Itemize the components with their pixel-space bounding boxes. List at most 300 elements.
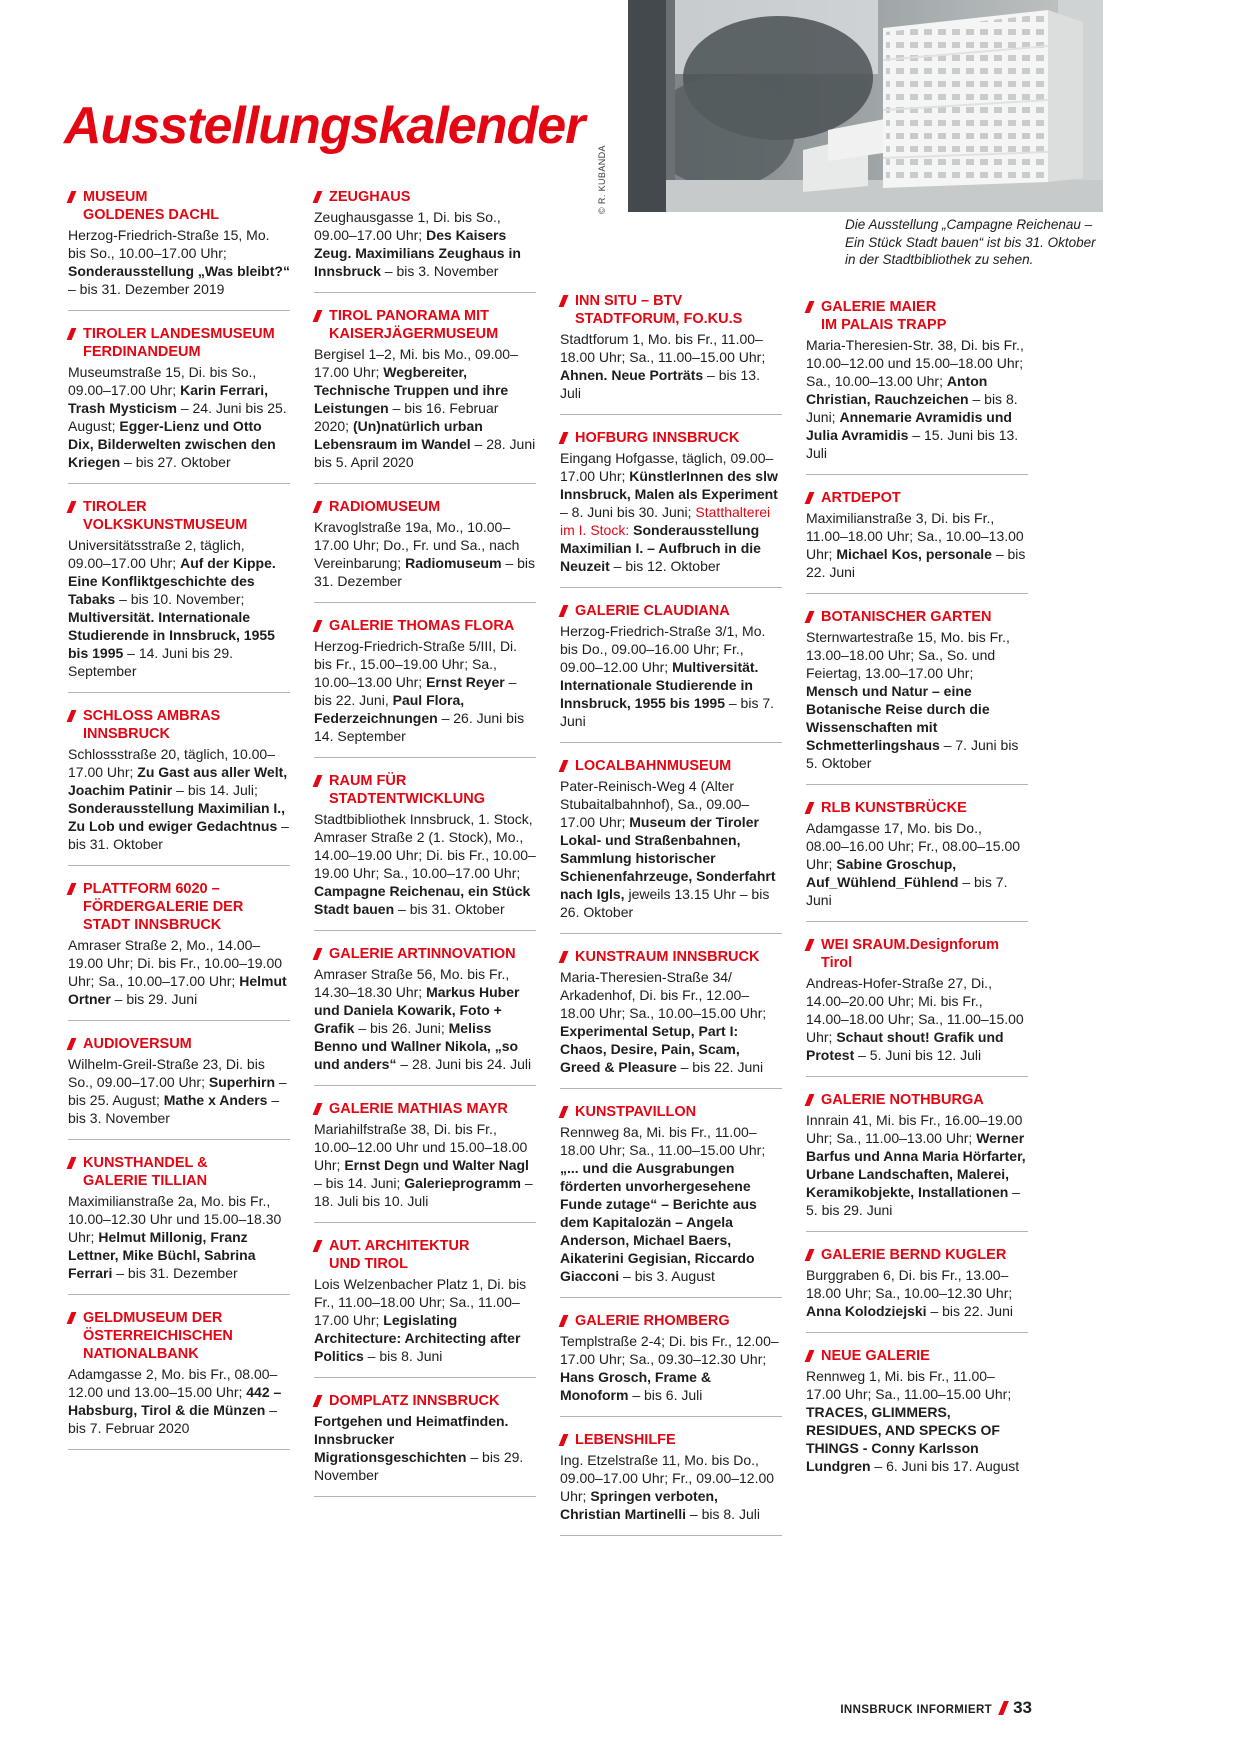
exhibition-entry bbox=[314, 498, 536, 590]
venue-heading-line: GALERIE RHOMBERG bbox=[575, 1313, 730, 1329]
venue-heading-line: GALERIE NOTHBURGA bbox=[821, 1092, 984, 1108]
entry-details bbox=[560, 968, 782, 1076]
exhibition-name: Radiomuseum bbox=[405, 555, 502, 571]
entry-details bbox=[806, 336, 1028, 462]
entry-divider bbox=[68, 692, 290, 693]
venue-info: Eingang Hofgasse, täglich, 09.00–17.00 Uhr; bbox=[560, 450, 774, 484]
entry-divider bbox=[806, 921, 1028, 922]
exhibition-name: Des Kaisers Zeug. Maximilians Zeughaus in Innsbruck bbox=[314, 227, 521, 279]
slash-icon bbox=[313, 1240, 322, 1252]
venue-heading bbox=[560, 757, 782, 775]
venue-heading-line: INNSBRUCK bbox=[83, 726, 170, 742]
entry-details bbox=[314, 1120, 536, 1210]
page-footer bbox=[560, 1698, 1032, 1718]
exhibition-name: Schaut shout! Grafik und Protest bbox=[806, 1029, 1004, 1063]
venue-info: – bis 31. Dezember bbox=[314, 555, 536, 589]
slash-icon bbox=[313, 1395, 322, 1407]
architectural-model-illustration bbox=[628, 0, 1103, 212]
entry-divider bbox=[68, 483, 290, 484]
slash-icon bbox=[313, 620, 322, 632]
slash-icon bbox=[805, 802, 814, 814]
entry-divider bbox=[68, 1020, 290, 1021]
page-title: Ausstellungskalender bbox=[64, 97, 585, 155]
exhibition-name: Multiversität. Internationale Studierende in Innsbruck, 1955 bis 1995 bbox=[560, 659, 759, 711]
venue-heading bbox=[806, 489, 1028, 507]
exhibition-name: Anna Kolodziejski bbox=[806, 1303, 927, 1319]
exhibition-entry bbox=[806, 1246, 1028, 1320]
venue-info: jeweils 13.15 Uhr – bis 26. Oktober bbox=[560, 886, 770, 920]
exhibition-entry bbox=[560, 292, 782, 402]
venue-heading-line: KUNSTPAVILLON bbox=[575, 1104, 697, 1120]
venue-info: – 28. Juni bis 5. April 2020 bbox=[314, 436, 536, 470]
slash-icon bbox=[313, 501, 322, 513]
venue-info: – bis 26. Juni; bbox=[354, 1020, 449, 1036]
article-photo bbox=[628, 0, 1103, 212]
venue-info: – bis 12. Oktober bbox=[609, 558, 721, 574]
venue-info: – bis 8. Juli bbox=[686, 1506, 760, 1522]
venue-heading-line: KAISERJÄGERMUSEUM bbox=[329, 326, 499, 342]
venue-info: Universitätsstraße 2, täglich, 09.00–17.00 Uhr; bbox=[68, 537, 245, 571]
venue-info: Adamgasse 2, Mo. bis Fr., 08.00–12.00 und 13.00–15.00 Uhr; bbox=[68, 1366, 278, 1400]
venue-heading-line: LEBENSHILFE bbox=[575, 1432, 676, 1448]
slash-icon bbox=[313, 948, 322, 960]
exhibition-entry bbox=[68, 880, 290, 1008]
exhibition-name: Egger-Lienz und Otto Dix, Bilderwelten zwischen den Kriegen bbox=[68, 418, 276, 470]
venue-info: – 18. Juli bis 10. Juli bbox=[314, 1175, 533, 1209]
slash-icon bbox=[805, 1094, 814, 1106]
entry-divider bbox=[314, 602, 536, 603]
exhibition-entry bbox=[314, 1100, 536, 1210]
exhibition-entry bbox=[68, 498, 290, 680]
venue-heading-line: AUDIOVERSUM bbox=[83, 1036, 192, 1052]
entry-details bbox=[806, 1367, 1028, 1475]
venue-info: – bis 31. Oktober bbox=[68, 818, 289, 852]
entry-divider bbox=[314, 930, 536, 931]
entry-details bbox=[68, 936, 290, 1008]
entry-details bbox=[68, 226, 290, 298]
slash-icon bbox=[313, 1103, 322, 1115]
entry-divider bbox=[68, 1139, 290, 1140]
exhibition-name: 442 – Habsburg, Tirol & die Münzen bbox=[68, 1384, 282, 1418]
slash-icon bbox=[559, 1434, 568, 1446]
venue-info: – bis 8. Juni; bbox=[806, 391, 1018, 425]
exhibition-entry bbox=[68, 1154, 290, 1282]
venue-heading bbox=[806, 608, 1028, 626]
exhibition-entry bbox=[68, 1035, 290, 1127]
entry-details bbox=[806, 1266, 1028, 1320]
venue-heading-line: GALERIE CLAUDIANA bbox=[575, 603, 730, 619]
exhibition-name: TRACES, GLIMMERS, RESIDUES, AND SPECKS OF THINGS - Conny Karlsson Lundgren bbox=[806, 1404, 1000, 1474]
exhibition-name: Michael Kos, personale bbox=[836, 546, 992, 562]
page-number: 33 bbox=[1013, 1698, 1032, 1717]
entry-divider bbox=[560, 1535, 782, 1536]
venue-heading bbox=[560, 1431, 782, 1449]
entry-details bbox=[314, 810, 536, 918]
venue-heading-line: DOMPLATZ INNSBRUCK bbox=[329, 1393, 500, 1409]
exhibition-entry bbox=[68, 188, 290, 298]
slash-icon bbox=[805, 1350, 814, 1362]
venue-heading-line: STADT INNSBRUCK bbox=[83, 917, 222, 933]
slash-icon bbox=[67, 883, 76, 895]
venue-info: Herzog-Friedrich-Straße 5/III, Di. bis Fr., 15.00–19.00 Uhr; Sa., 10.00–13.00 Uhr; bbox=[314, 638, 518, 690]
exhibition-name: KünstlerInnen des slw Innsbruck, Malen als Experiment bbox=[560, 468, 778, 502]
entry-details bbox=[68, 745, 290, 853]
venue-info: – bis 8. Juni bbox=[363, 1348, 443, 1364]
exhibition-name: Zu Gast aus aller Welt, Joachim Patinir bbox=[68, 764, 288, 798]
venue-heading-line: LOCALBAHNMUSEUM bbox=[575, 758, 732, 774]
entry-details bbox=[314, 637, 536, 745]
column-2 bbox=[314, 188, 536, 1511]
exhibition-name: Karin Ferrari, Trash Mysticism bbox=[68, 382, 269, 416]
entry-details bbox=[806, 509, 1028, 581]
exhibition-entry bbox=[314, 772, 536, 918]
entry-divider bbox=[806, 1231, 1028, 1232]
venue-heading-line: TIROLER bbox=[83, 499, 147, 515]
venue-heading-line: IM PALAIS TRAPP bbox=[821, 317, 947, 333]
entry-details bbox=[68, 1055, 290, 1127]
slash-icon bbox=[559, 1315, 568, 1327]
venue-heading-line: WEI SRAUM.Designforum bbox=[821, 937, 1000, 953]
venue-info: – bis 3. August bbox=[619, 1268, 715, 1284]
slash-icon bbox=[805, 611, 814, 623]
exhibition-entry bbox=[560, 1103, 782, 1285]
venue-heading bbox=[806, 298, 1028, 334]
venue-heading-line: KUNSTRAUM INNSBRUCK bbox=[575, 949, 760, 965]
exhibition-name: Ahnen. Neue Porträts bbox=[560, 367, 704, 383]
venue-heading bbox=[560, 292, 782, 328]
exhibition-name: Anton Christian, Rauchzeichen bbox=[806, 373, 988, 407]
venue-heading-line: HOFBURG INNSBRUCK bbox=[575, 430, 740, 446]
venue-heading-line: GELDMUSEUM DER bbox=[83, 1310, 223, 1326]
exhibition-entry bbox=[560, 1431, 782, 1523]
slash-icon bbox=[313, 191, 322, 203]
venue-heading bbox=[806, 799, 1028, 817]
exhibition-entry bbox=[314, 1237, 536, 1365]
entry-divider bbox=[314, 1377, 536, 1378]
exhibition-name: Meliss Benno und Wallner Nikola, „so und anders“ bbox=[314, 1020, 519, 1072]
entry-details bbox=[560, 1332, 782, 1404]
venue-info: – bis 7. Juni bbox=[806, 874, 1008, 908]
venue-info: – bis 31. Dezember 2019 bbox=[68, 281, 225, 297]
venue-info: Schlossstraße 20, täglich, 10.00–17.00 Uhr; bbox=[68, 746, 276, 780]
venue-info: – 14. Juni bis 29. September bbox=[68, 645, 234, 679]
venue-heading bbox=[314, 1100, 536, 1118]
entry-divider bbox=[560, 1416, 782, 1417]
venue-heading bbox=[68, 188, 290, 224]
exhibition-entry bbox=[314, 307, 536, 471]
venue-heading-line: GALERIE MATHIAS MAYR bbox=[329, 1101, 508, 1117]
exhibition-entry bbox=[806, 489, 1028, 581]
venue-info: – 24. Juni bis 25. August; bbox=[68, 400, 287, 434]
venue-heading-line: BOTANISCHER GARTEN bbox=[821, 609, 992, 625]
venue-info: Sternwartestraße 15, Mo. bis Fr., 13.00–18.00 Uhr; Sa., So. und Feiertag, 13.00–17.00 Uhr; bbox=[806, 629, 1010, 681]
venue-info: Adamgasse 17, Mo. bis Do., 08.00–16.00 Uhr; Fr., 08.00–15.00 Uhr; bbox=[806, 820, 1021, 872]
exhibition-name: Multiversität. Internationale Studierende in Innsbruck, 1955 bis 1995 bbox=[68, 609, 275, 661]
venue-info: – bis 6. Juli bbox=[628, 1387, 703, 1403]
venue-info: – bis 14. Juni; bbox=[314, 1175, 405, 1191]
exhibition-name: Springen verboten, Christian Martinelli bbox=[560, 1488, 718, 1522]
exhibition-entry bbox=[68, 1309, 290, 1437]
venue-heading-line: ARTDEPOT bbox=[821, 490, 901, 506]
venue-heading-line: ÖSTERREICHISCHEN bbox=[83, 1328, 233, 1344]
venue-info: – 5. bis 29. Juni bbox=[806, 1184, 1020, 1218]
exhibition-entry bbox=[806, 936, 1028, 1064]
venue-info: Andreas-Hofer-Straße 27, Di., 14.00–20.00 Uhr; Mi. bis Fr., 14.00–18.00 Uhr; Sa., 11.00–15.00 Uhr; bbox=[806, 975, 1024, 1045]
venue-info: Mariahilfstraße 38, Di. bis Fr., 10.00–12.00 Uhr und 15.00–18.00 Uhr; bbox=[314, 1121, 528, 1173]
slash-icon bbox=[559, 295, 568, 307]
photo-caption: Die Ausstellung „Campagne Reichenau – Ein Stück Stadt bauen“ ist bis 31. Oktober in der Stadtbibliothek zu sehen. bbox=[845, 217, 1096, 267]
slash-icon bbox=[313, 310, 322, 322]
entry-divider bbox=[68, 1294, 290, 1295]
venue-info: – bis 22. Juni bbox=[926, 1303, 1013, 1319]
exhibition-name: Sonderausstellung Maximilian I. – Aufbruch in die Neuzeit bbox=[560, 522, 761, 574]
entry-details bbox=[560, 449, 782, 575]
entry-divider bbox=[68, 1449, 290, 1450]
exhibition-entry bbox=[560, 602, 782, 730]
entry-details bbox=[68, 1365, 290, 1437]
slash-icon bbox=[67, 1312, 76, 1324]
column-3 bbox=[560, 292, 782, 1550]
slash-icon bbox=[805, 492, 814, 504]
venue-info: – bis 16. Februar 2020; bbox=[314, 400, 499, 434]
slash-icon bbox=[559, 605, 568, 617]
slash-icon bbox=[67, 1038, 76, 1050]
venue-info: Maximilianstraße 2a, Mo. bis Fr., 10.00–12.30 Uhr und 15.00–18.30 Uhr; bbox=[68, 1193, 282, 1245]
venue-info: Templstraße 2-4; Di. bis Fr., 12.00–17.00 Uhr; Sa., 09.30–12.30 Uhr; bbox=[560, 1333, 779, 1367]
exhibition-entry bbox=[806, 298, 1028, 462]
venue-heading bbox=[314, 772, 536, 808]
exhibition-name: Helmut Ortner bbox=[68, 973, 287, 1007]
venue-heading-line: AUT. ARCHITEKTUR bbox=[329, 1238, 470, 1254]
venue-info: Stadtforum 1, Mo. bis Fr., 11.00–18.00 Uhr; Sa., 11.00–15.00 Uhr; bbox=[560, 331, 766, 365]
exhibition-entry bbox=[560, 948, 782, 1076]
entry-divider bbox=[314, 1222, 536, 1223]
venue-info: – bis 31. Dezember bbox=[112, 1265, 238, 1281]
exhibition-name: Superhirn bbox=[208, 1074, 275, 1090]
venue-heading bbox=[806, 1347, 1028, 1365]
venue-heading bbox=[314, 617, 536, 635]
venue-heading-line: KUNSTHANDEL & bbox=[83, 1155, 208, 1171]
entry-divider bbox=[806, 1076, 1028, 1077]
entry-divider bbox=[314, 1496, 536, 1497]
venue-heading-line: GALERIE ARTINNOVATION bbox=[329, 946, 516, 962]
venue-info: – 5. Juni bis 12. Juli bbox=[854, 1047, 982, 1063]
entry-details bbox=[314, 345, 536, 471]
exhibition-name: Wegbereiter, Technische Truppen und ihre Leistungen bbox=[314, 364, 509, 416]
venue-info: – bis 22. Juni bbox=[806, 546, 1026, 580]
venue-info: Pater-Reinisch-Weg 4 (Alter Stubaitalbahnhof), Sa., 09.00–17.00 Uhr; bbox=[560, 778, 750, 830]
venue-info: – bis 25. August; bbox=[68, 1074, 287, 1108]
venue-info: – 26. Juni bis 14. September bbox=[314, 710, 525, 744]
slash-icon bbox=[67, 501, 76, 513]
venue-info: Rennweg 1, Mi. bis Fr., 11.00–17.00 Uhr; Sa., 11.00–15.00 Uhr; bbox=[806, 1368, 1012, 1402]
venue-heading bbox=[806, 936, 1028, 972]
venue-info: Amraser Straße 2, Mo., 14.00–19.00 Uhr; Di. bis Fr., 10.00–19.00 Uhr; Sa., 10.00–17.00 Uhr; bbox=[68, 937, 283, 989]
exhibition-name: Markus Huber und Daniela Kowarik, Foto + Grafik bbox=[314, 984, 520, 1036]
venue-info: – 7. Juni bis 5. Oktober bbox=[806, 737, 1019, 771]
venue-heading bbox=[68, 498, 290, 534]
entry-details bbox=[68, 536, 290, 680]
venue-info: – bis 10. November; bbox=[115, 591, 245, 607]
entry-details bbox=[314, 965, 536, 1073]
exhibition-entry bbox=[314, 1392, 536, 1484]
venue-heading bbox=[314, 945, 536, 963]
venue-info: Herzog-Friedrich-Straße 3/1, Mo. bis Do., 09.00–16.00 Uhr; Fr., 09.00–12.00 Uhr; bbox=[560, 623, 766, 675]
exhibition-entry bbox=[314, 945, 536, 1073]
slash-icon bbox=[67, 191, 76, 203]
entry-details bbox=[560, 1451, 782, 1523]
slash-icon bbox=[805, 301, 814, 313]
exhibition-entry bbox=[806, 1347, 1028, 1475]
venue-heading-line: ZEUGHAUS bbox=[329, 189, 411, 205]
exhibition-name: Helmut Millonig, Franz Lettner, Mike Büchl, Sabrina Ferrari bbox=[68, 1229, 256, 1281]
venue-heading bbox=[560, 1103, 782, 1121]
venue-info: – bis 7. Februar 2020 bbox=[68, 1402, 277, 1436]
exhibition-name: Campagne Reichenau, ein Stück Stadt bauen bbox=[314, 883, 531, 917]
venue-heading-line: NATIONALBANK bbox=[83, 1346, 199, 1362]
venue-heading-line: GALERIE THOMAS FLORA bbox=[329, 618, 515, 634]
entry-details bbox=[560, 1123, 782, 1285]
venue-info: – bis 29. Juni bbox=[110, 991, 198, 1007]
exhibition-entry bbox=[314, 617, 536, 745]
exhibition-name: (Un)natürlich urban Lebensraum im Wandel bbox=[314, 418, 483, 452]
venue-heading bbox=[68, 325, 290, 361]
venue-heading-line: PLATTFORM 6020 – bbox=[83, 881, 220, 897]
venue-info: Maria-Theresien-Straße 34/ Arkadenhof, Di. bis Fr., 12.00–18.00 Uhr; Sa., 10.00–15.00 Uhr; bbox=[560, 969, 767, 1021]
venue-info: Maria-Theresien-Str. 38, Di. bis Fr., 10.00–12.00 und 15.00–18.00 Uhr; Sa., 10.00–13.00 Uhr; bbox=[806, 337, 1024, 389]
venue-heading bbox=[314, 1392, 536, 1410]
exhibition-entry bbox=[806, 799, 1028, 909]
venue-info: Stadtbibliothek Innsbruck, 1. Stock, Amraser Straße 2 (1. Stock), Mo., 14.00–19.00 Uhr; Di. bis Fr., 10.00–19.00 Uhr; Sa., 10.00–17.00 Uhr; bbox=[314, 811, 536, 881]
venue-info: Herzog-Friedrich-Straße 15, Mo. bis So., 10.00–17.00 Uhr; bbox=[68, 227, 270, 261]
venue-heading-line: MUSEUM bbox=[83, 189, 148, 205]
column-4 bbox=[806, 298, 1028, 1475]
slash-icon bbox=[67, 1157, 76, 1169]
entry-divider bbox=[560, 414, 782, 415]
exhibition-name: Mathe x Anders bbox=[163, 1092, 268, 1108]
venue-heading bbox=[560, 602, 782, 620]
venue-heading-line: GALERIE TILLIAN bbox=[83, 1173, 208, 1189]
exhibition-name: Legislating Architecture: Architecting after Politics bbox=[314, 1312, 521, 1364]
venue-heading bbox=[314, 188, 536, 206]
exhibition-name: Fortgehen und Heimatfinden. Innsbrucker Migrationsgeschichten bbox=[314, 1413, 509, 1465]
venue-heading-line: RADIOMUSEUM bbox=[329, 499, 441, 515]
venue-info: – bis 31. Oktober bbox=[394, 901, 505, 917]
venue-heading-line: TIROL PANORAMA MIT bbox=[329, 308, 490, 324]
venue-info: Innrain 41, Mi. bis Fr., 16.00–19.00 Uhr; Sa., 11.00–13.00 Uhr; bbox=[806, 1112, 1023, 1146]
venue-heading-line: GALERIE BERND KUGLER bbox=[821, 1247, 1007, 1263]
venue-heading bbox=[806, 1091, 1028, 1109]
exhibition-name: Museum der Tiroler Lokal- und Straßenbahnen, Sammlung historischer Schienenfahrzeuge, Sonderfahrt nach Igls, bbox=[560, 814, 776, 902]
magazine-name: INNSBRUCK INFORMIERT bbox=[840, 1704, 993, 1716]
exhibition-entry bbox=[806, 1091, 1028, 1219]
venue-info: – bis 3. November bbox=[68, 1092, 280, 1126]
venue-info: Rennweg 8a, Mi. bis Fr., 11.00–18.00 Uhr; Sa., 11.00–15.00 Uhr; bbox=[560, 1124, 766, 1158]
entry-divider bbox=[314, 757, 536, 758]
venue-heading-line: TIROLER LANDESMUSEUM bbox=[83, 326, 275, 342]
venue-heading bbox=[68, 707, 290, 743]
entry-divider bbox=[560, 1297, 782, 1298]
exhibition-entry bbox=[560, 1312, 782, 1404]
exhibition-name: Mensch und Natur – eine Botanische Reise durch die Wissenschaften mit Schmetterlingshaus bbox=[806, 683, 990, 753]
exhibition-name: Werner Barfus und Anna Maria Hörfarter, Urbane Landschaften, Malerei, Keramikobjekte, Installationen bbox=[806, 1130, 1026, 1200]
entry-divider bbox=[560, 933, 782, 934]
slash-icon bbox=[559, 760, 568, 772]
venue-heading-line: UND TIROL bbox=[329, 1256, 408, 1272]
entry-details bbox=[314, 208, 536, 280]
entry-divider bbox=[68, 865, 290, 866]
exhibition-entry bbox=[68, 325, 290, 471]
entry-divider bbox=[68, 310, 290, 311]
entry-divider bbox=[806, 474, 1028, 475]
venue-heading bbox=[68, 1035, 290, 1053]
venue-info: Burggraben 6, Di. bis Fr., 13.00–18.00 Uhr; Sa., 10.00–12.30 Uhr; bbox=[806, 1267, 1013, 1301]
entry-divider bbox=[560, 1088, 782, 1089]
venue-heading-line: RAUM FÜR bbox=[329, 773, 407, 789]
venue-heading bbox=[560, 1312, 782, 1330]
venue-heading-line: GOLDENES DACHL bbox=[83, 207, 220, 223]
venue-heading-line: STADTENTWICKLUNG bbox=[329, 791, 485, 807]
slash-icon bbox=[805, 939, 814, 951]
venue-heading-line: FÖRDERGALERIE DER bbox=[83, 899, 244, 915]
venue-heading bbox=[314, 1237, 536, 1273]
entry-divider bbox=[314, 292, 536, 293]
venue-info: – bis 22. Juni bbox=[676, 1059, 764, 1075]
exhibition-name: Sonderausstellung Maximilian I., Zu Lob und ewiger Gedachtnus bbox=[68, 800, 286, 834]
venue-heading bbox=[68, 880, 290, 934]
exhibition-entry bbox=[560, 429, 782, 575]
exhibition-name: Galerieprogramm bbox=[404, 1175, 521, 1191]
venue-info: Lois Welzenbacher Platz 1, Di. bis Fr., 11.00–18.00 Uhr; Sa., 11.00–17.00 Uhr; bbox=[314, 1276, 527, 1328]
exhibition-entry bbox=[560, 757, 782, 921]
entry-divider bbox=[806, 784, 1028, 785]
venue-heading-line: GALERIE MAIER bbox=[821, 299, 937, 315]
slash-icon bbox=[559, 432, 568, 444]
entry-divider bbox=[314, 1085, 536, 1086]
venue-heading-line: VOLKSKUNSTMUSEUM bbox=[83, 517, 248, 533]
entry-details bbox=[560, 622, 782, 730]
entry-details bbox=[314, 1275, 536, 1365]
photo-credit: © R. KUBANDA bbox=[597, 145, 607, 214]
exhibition-entry bbox=[314, 188, 536, 280]
column-1 bbox=[68, 188, 290, 1464]
slash-icon bbox=[67, 710, 76, 722]
venue-info: – bis 27. Oktober bbox=[120, 454, 231, 470]
venue-heading bbox=[560, 948, 782, 966]
exhibition-entry bbox=[806, 608, 1028, 772]
venue-info: Maximilianstraße 3, Di. bis Fr., 11.00–18.00 Uhr; Sa., 10.00–13.00 Uhr; bbox=[806, 510, 1024, 562]
venue-heading-line: FERDINANDEUM bbox=[83, 344, 201, 360]
venue-heading-line: INN SITU – BTV bbox=[575, 293, 683, 309]
venue-info: Wilhelm-Greil-Straße 23, Di. bis So., 09.00–17.00 Uhr; bbox=[68, 1056, 265, 1090]
venue-info: – bis 7. Juni bbox=[560, 695, 775, 729]
venue-info: Museumstraße 15, Di. bis So., 09.00–17.00 Uhr; bbox=[68, 364, 257, 398]
exhibition-name: Hans Grosch, Frame & Monoform bbox=[560, 1369, 711, 1403]
note-red: Statthalterei im I. Stock: bbox=[560, 504, 771, 538]
venue-info: – 28. Juni bis 24. Juli bbox=[396, 1056, 532, 1072]
exhibition-name: Ernst Degn und Walter Nagl bbox=[344, 1157, 529, 1173]
venue-heading-line: NEUE GALERIE bbox=[821, 1348, 930, 1364]
entry-details bbox=[806, 819, 1028, 909]
exhibition-name: Sabine Groschup, Auf_Wühlend_Fühlend bbox=[806, 856, 959, 890]
venue-heading bbox=[314, 307, 536, 343]
entry-details bbox=[314, 518, 536, 590]
venue-heading bbox=[68, 1154, 290, 1190]
venue-info: – bis 13. Juli bbox=[560, 367, 760, 401]
venue-heading bbox=[560, 429, 782, 447]
venue-info: – bis 29. November bbox=[314, 1449, 524, 1483]
venue-info: – bis 3. November bbox=[380, 263, 499, 279]
